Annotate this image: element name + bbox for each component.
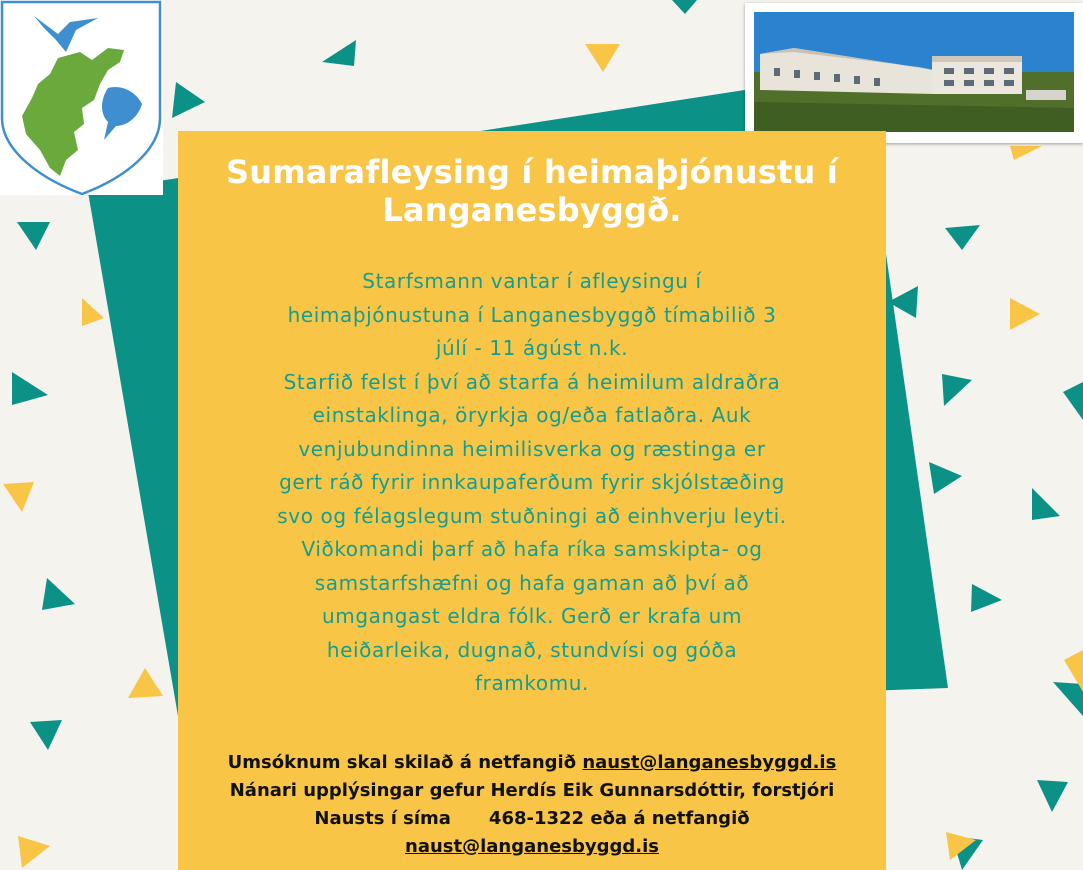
municipality-crest [0,0,163,195]
crest-shield-icon [0,0,163,195]
body-line: heimaþjónustuna í Langanesbyggð tímabilið 3 [287,302,777,327]
announcement-title: Sumarafleysing í heimaþjónustu í Langanesbyggð. [226,153,838,229]
body-line: heiðarleika, dugnað, stundvísi og góða [326,637,738,662]
contact-line-phone [178,805,886,833]
contact-line-email [178,833,886,861]
body-line: Starfið felst í því að starfa á heimilum aldraðra [283,369,781,394]
contact-line-apply [178,749,886,777]
body-line: júlí - 11 ágúst n.k. [435,336,629,360]
body-line: umgangast eldra fólk. Gerð er krafa um [321,604,743,628]
contact-line-info: Nánari upplýsingar gefur Herdís Eik Gunnarsdóttir, forstjóri [229,780,835,801]
phone-number: 468-1322 [488,808,585,829]
body-line: svo og félagslegum stuðningi að einhverju leyti. [277,503,787,528]
body-line: einstaklinga, öryrkja og/eða fatlaðra. Auk [312,403,752,427]
phone-suffix: eða á netfangið [590,808,750,829]
announcement-card [178,131,886,870]
email-link-2[interactable]: naust@langanesbyggd.is [405,836,659,857]
building-photo [745,3,1083,143]
email-link[interactable]: naust@langanesbyggd.is [582,752,837,773]
body-line: gert ráð fyrir innkaupaferðum fyrir skjólstæðing [279,470,785,494]
body-line: framkomu. [474,671,590,695]
building-illustration [754,12,1074,132]
apply-text: Umsóknum skal skilað á netfangið [227,752,583,773]
body-line: Viðkomandi þarf að hafa ríka samskipta- og [301,537,763,561]
body-line: samstarfshæfni og hafa gaman að því að [314,570,750,595]
contact-info [178,749,886,861]
body-line: venjubundinna heimilisverka og ræstinga er [298,436,766,461]
announcement-body [198,265,866,701]
phone-prefix: Nausts í síma [314,808,451,829]
body-line: Starfsmann vantar í afleysingu í [362,269,702,293]
